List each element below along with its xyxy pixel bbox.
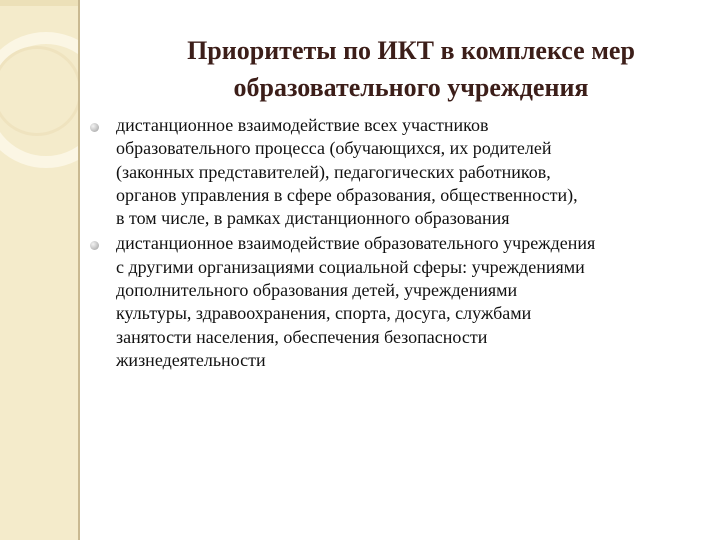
decorative-side-band — [0, 0, 78, 540]
bullet-item-2 — [96, 232, 710, 372]
bullet-item-1 — [96, 114, 710, 230]
bullet-2-line-5: занятости населения, обеспечения безопасности — [116, 326, 488, 347]
bullet-1-line-3: (законных представителей), педагогических работников, — [116, 161, 551, 182]
bullet-1-line-2: образовательного процесса (обучающихся, их родителей — [116, 138, 552, 159]
bullet-1-line-4: органов управления в сфере образования, общественности), — [116, 184, 578, 205]
slide-title-line-1: Приоритеты по ИКТ в комплексе мер — [187, 36, 635, 65]
bullet-2-line-3: дополнительного образования детей, учреждениями — [116, 280, 518, 301]
bullet-2-line-2: с другими организациями социальной сферы: учреждениями — [116, 256, 585, 277]
bullet-list — [96, 114, 710, 374]
bullet-2-line-1: дистанционное взаимодействие образовательного учреждения — [116, 233, 596, 254]
bullet-2-line-6: жизнедеятельности — [116, 349, 266, 370]
bullet-1-line-1: дистанционное взаимодействие всех участников — [116, 115, 489, 135]
bullet-dot-icon — [90, 241, 99, 250]
decorative-band-edge — [78, 0, 80, 540]
bullet-2-line-4: культуры, здравоохранения, спорта, досуга, службами — [116, 303, 532, 324]
slide-title-line-2: образовательного учреждения — [233, 73, 589, 102]
bullet-dot-icon — [90, 123, 99, 132]
bullet-1-line-5: в том числе, в рамках дистанционного образования — [116, 208, 510, 229]
decorative-top-stripe — [0, 0, 78, 6]
decorative-ring-inner — [0, 46, 78, 136]
slide-title — [112, 32, 710, 106]
